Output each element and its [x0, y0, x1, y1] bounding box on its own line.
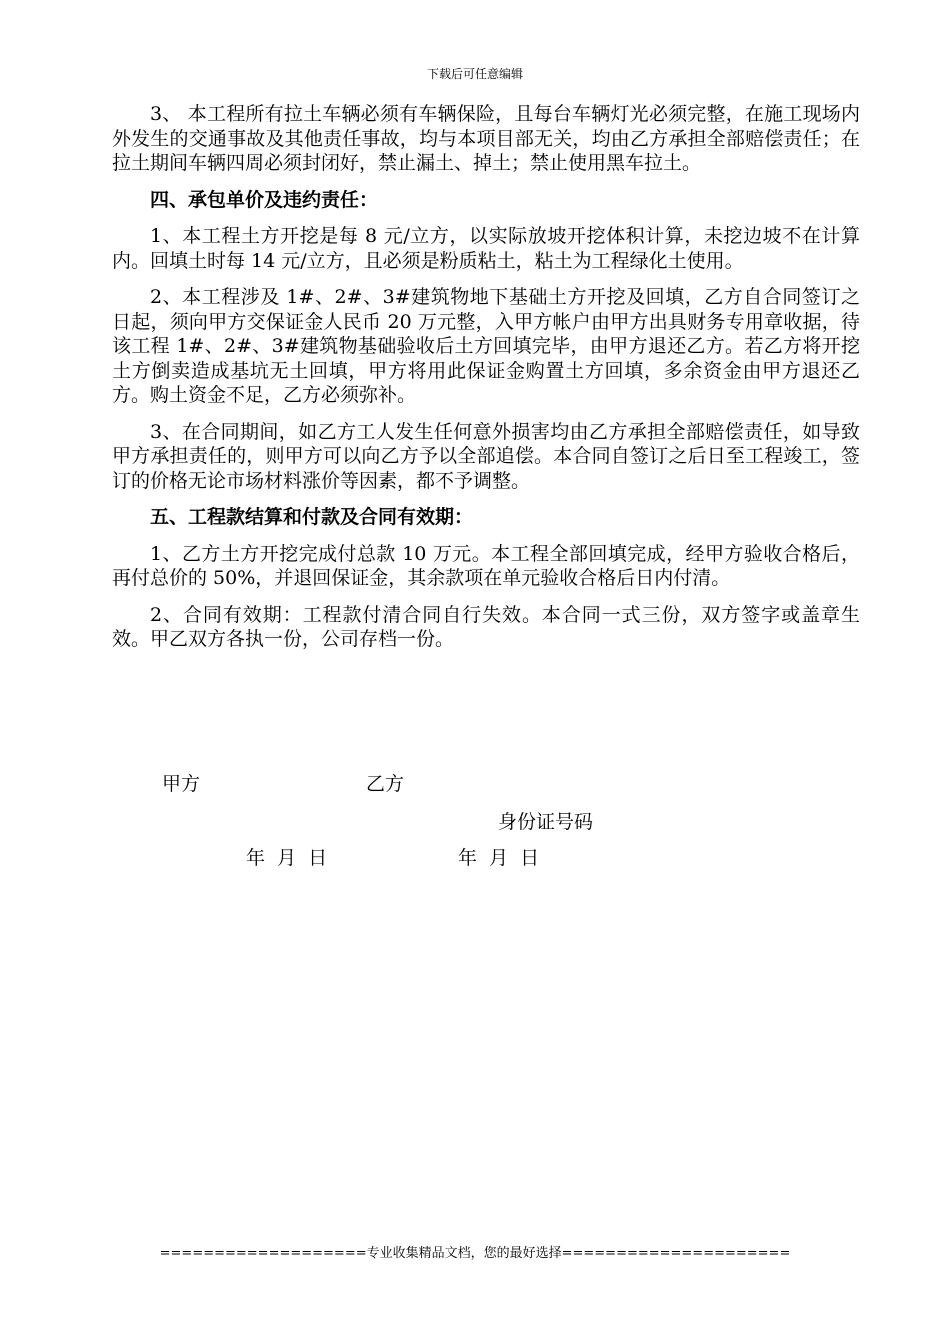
section-5-clause-2: 2、合同有效期：工程款付清合同自行失效。本合同一式三份，双方签字或盖章生效。甲乙双方各执一份，公司存档一份。	[112, 603, 860, 650]
section-5-heading: 五、工程款结算和付款及合同有效期：	[150, 506, 474, 528]
party-a-label: 甲方	[162, 773, 201, 795]
party-b-label: 乙方	[366, 773, 405, 795]
section-4-clause-3: 3、在合同期间，如乙方工人发生任何意外损害均由乙方承担全部赔偿责任，如导致甲方承担责任的，则甲方可以向乙方予以全部追偿。本合同自签订之后日至工程竣工，签订的价格无论市场材料涨价等因素，都不予调整。	[112, 420, 860, 492]
page-header-note: 下载后可任意编辑	[426, 67, 523, 81]
section-4-clause-2: 2、本工程涉及 1#、2#、3#建筑物地下基础土方开挖及回填，乙方自合同签订之日起，须向甲方交保证金人民币 20 万元整，入甲方帐户由甲方出具财务专用章收据，待该工程 1#、2#、3#建筑物基础验收后土方回填完毕，由甲方退还乙方。若乙方将开挖土方倒卖造成基坑无土回填，甲方将用此保证金购置土方回填，多余资金由甲方退还乙方。购土资金不足，乙方必须弥补。	[112, 286, 860, 406]
document-body	[112, 102, 860, 664]
section-4-heading: 四、承包单价及违约责任：	[150, 188, 379, 211]
id-number-label: 身份证号码	[498, 811, 594, 833]
party-b-date: 年 月 日	[458, 847, 540, 869]
section-5-clause-1: 1、乙方土方开挖完成付总款 10 万元。本工程全部回填完成，经甲方验收合格后，再付总价的 50%，并退回保证金，其余款项在单元验收合格后日内付清。	[112, 542, 860, 589]
section-4-clause-1: 1、本工程土方开挖是每 8 元/立方，以实际放坡开挖体积计算，未挖边坡不在计算内。回填土时每 14 元/立方，且必须是粉质粘土，粘土为工程绿化土使用。	[112, 225, 860, 272]
page-footer-banner: ===================专业收集精品文档，您的最好选择=====================	[159, 1246, 791, 1261]
party-a-date: 年 月 日	[246, 847, 328, 869]
clause-3-vehicle-paragraph: 3、 本工程所有拉土车辆必须有车辆保险，且每台车辆灯光必须完整，在施工现场内外发生的交通事故及其他责任事故，均与本项目部无关，均由乙方承担全部赔偿责任；在拉土期间车辆四周必须封闭好，禁止漏土、掉土；禁止使用黑车拉土。	[112, 103, 860, 174]
